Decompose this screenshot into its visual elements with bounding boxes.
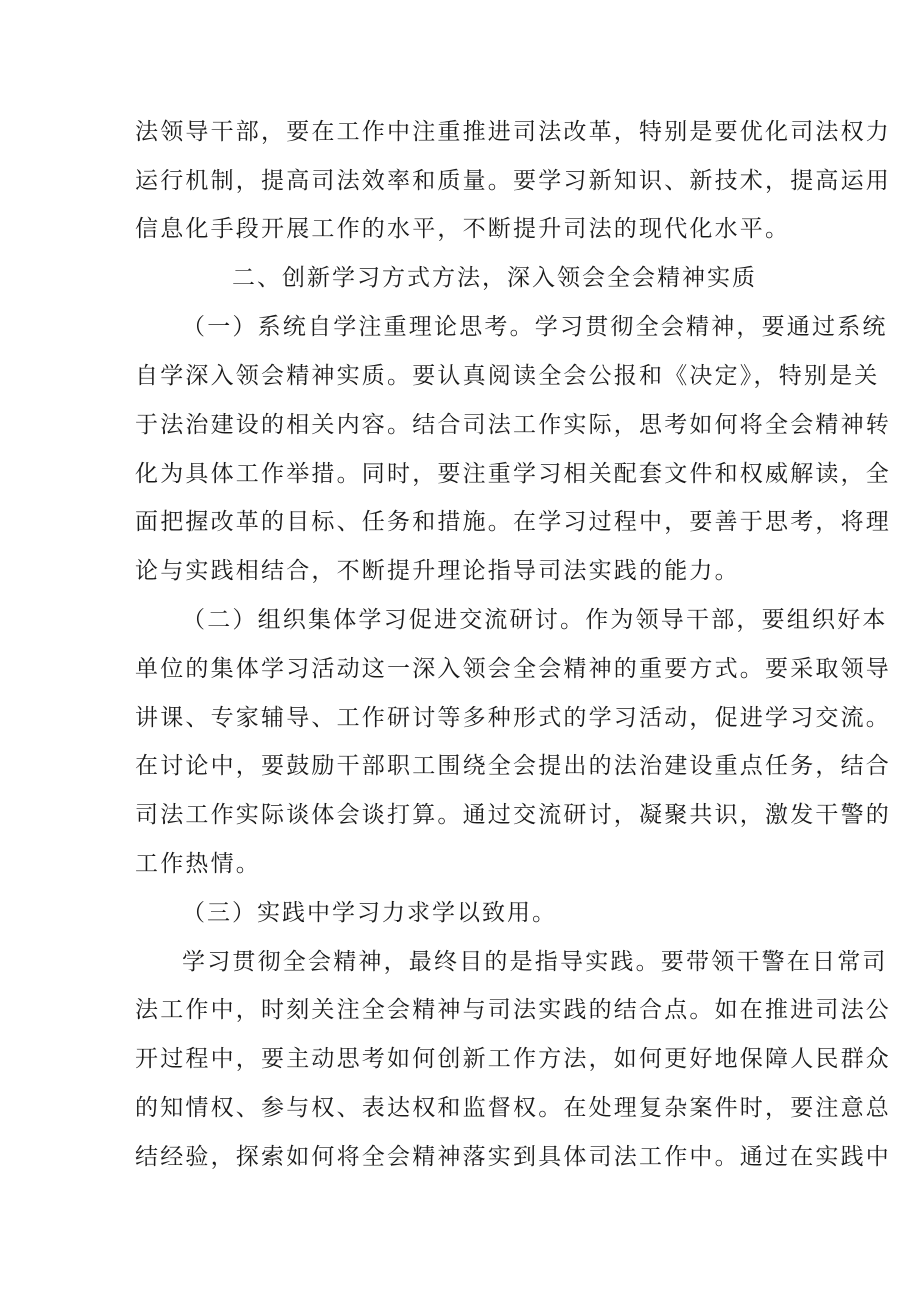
body-text-line: 运行机制，提高司法效率和质量。要学习新知识、新技术，提高运用 [135, 168, 891, 194]
body-text-line: （一）系统自学注重理论思考。学习贯彻全会精神，要通过系统 [182, 314, 888, 340]
body-text-line: 的知情权、参与权、表达权和监督权。在处理复杂案件时，要注意总 [135, 1095, 891, 1121]
body-text-line: 司法工作实际谈体会谈打算。通过交流研讨，凝聚共识，激发干警的 [135, 802, 891, 828]
body-text-line: 法工作中，时刻关注全会精神与司法实践的结合点。如在推进司法公 [135, 997, 891, 1023]
body-text-line: 工作热情。 [135, 851, 261, 877]
subsection-heading: （三）实践中学习力求学以致用。 [182, 900, 557, 926]
body-text-line: 面把握改革的目标、任务和措施。在学习过程中，要善于思考，将理 [135, 509, 891, 535]
body-text-line: 论与实践相结合，不断提升理论指导司法实践的能力。 [135, 558, 740, 584]
body-text-line: 讲课、专家辅导、工作研讨等多种形式的学习活动，促进学习交流。 [135, 705, 891, 731]
body-text-line: 自学深入领会精神实质。要认真阅读全会公报和《决定》，特别是关 [135, 363, 880, 389]
body-text-line: （二）组织集体学习促进交流研讨。作为领导干部，要组织好本 [182, 607, 888, 633]
body-text-line: 开过程中，要主动思考如何创新工作方法，如何更好地保障人民群众 [135, 1046, 891, 1072]
section-heading: 二、创新学习方式方法，深入领会全会精神实质 [232, 265, 757, 291]
body-text-line: 法领导干部，要在工作中注重推进司法改革，特别是要优化司法权力 [135, 119, 891, 145]
body-text-line: 学习贯彻全会精神，最终目的是指导实践。要带领干警在日常司 [182, 949, 888, 975]
body-text-line: 信息化手段开展工作的水平，不断提升司法的现代化水平。 [135, 216, 791, 242]
body-text-line: 在讨论中，要鼓励干部职工围绕全会提出的法治建设重点任务，结合 [135, 753, 891, 779]
body-text-line: 于法治建设的相关内容。结合司法工作实际，思考如何将全会精神转 [135, 412, 891, 438]
body-text-line: 化为具体工作举措。同时，要注重学习相关配套文件和权威解读，全 [135, 461, 891, 487]
body-text-line: 结经验，探索如何将全会精神落实到具体司法工作中。通过在实践中 [135, 1144, 891, 1170]
body-text-line: 单位的集体学习活动这一深入领会全会精神的重要方式。要采取领导 [135, 656, 891, 682]
